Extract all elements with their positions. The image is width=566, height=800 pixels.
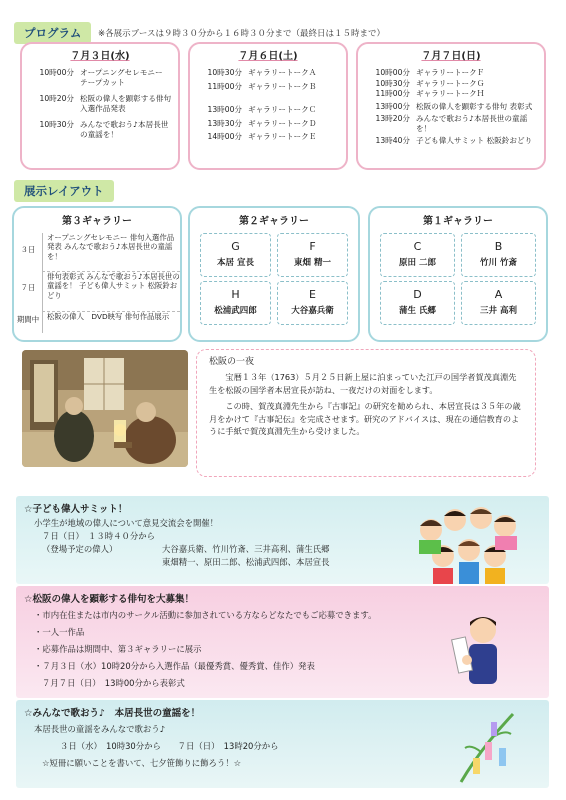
children-illustration: [409, 498, 529, 584]
booth-e: E 大谷嘉兵衛: [277, 281, 348, 325]
event-row: 13時30分 ギャラリートークＤ: [207, 118, 317, 128]
gallery3-row: ３日 オープニングセレモニー 俳句入選作品発表 みんなで歌おう♪本居長世の童謡を！: [14, 233, 180, 271]
event-row: 10時30分 ギャラリートークＧ: [375, 78, 485, 88]
booth-g: G 本居 宣長: [200, 233, 271, 277]
song-line1: 本居長世の童謡をみんなで歌おう♪: [34, 724, 165, 734]
haiku-bullet-3: ・応募作品は期間中、第３ギャラリーに展示: [34, 644, 202, 654]
gallery3-row: ７日 俳句表彰式 みんなで歌おう♪本居長世の童謡を！ 子ども偉人サミット 松阪鈴おどり: [14, 271, 180, 311]
event-row: 10時30分 みんなで歌おう♪本居長世の童謡を！: [39, 120, 169, 139]
booth-h: H 松浦武四郎: [200, 281, 271, 325]
layout-heading: 展示レイアウト: [14, 180, 114, 202]
program-note: ※各展示ブースは９時３０分から１６時３０分まで（最終日は１５時まで）: [98, 29, 385, 39]
haiku-bullet-5: ７月７日（日） 13時00分から表彰式: [42, 678, 185, 688]
booth-a: A 三井 高利: [461, 281, 536, 325]
haiku-title: ☆松阪の偉人を顕彰する俳句を大募集！: [24, 594, 195, 605]
day-title: ７月３日(水): [70, 51, 130, 62]
haiku-bullet-4: ・７月３日（水）10時20分から入選作品（最優秀賞、優秀賞、佳作）発表: [34, 661, 315, 671]
event-row: 13時20分 みんなで歌おう♪本居長世の童謡を！: [375, 114, 528, 133]
gallery-title: 第３ギャラリー: [62, 216, 132, 227]
event-row: 13時00分 ギャラリートークＣ: [207, 105, 317, 114]
gallery3-row: 期間中 松阪の偉人 DVD映写 俳句作品展示: [14, 311, 180, 333]
event-row: 10時20分 松阪の偉人を顕彰する俳句 入選作品発表: [39, 94, 172, 113]
gallery-1: [368, 206, 548, 342]
haiku-section: [16, 586, 549, 698]
gallery-title: 第２ギャラリー: [239, 216, 309, 227]
tanabata-bamboo-icon: [451, 708, 521, 784]
event-row: 13時40分 子ども偉人サミット 松阪鈴おどり: [375, 136, 533, 145]
event-row: 11時00分 ギャラリートークＢ: [207, 81, 317, 91]
song-section: [16, 700, 549, 788]
program-heading: プログラム: [14, 22, 91, 44]
gallery-2: [188, 206, 360, 342]
song-line2: ３日（水） 10時30分から ７日（日） 13時20分から: [60, 741, 279, 751]
kids-cast-row: （登場予定の偉人） 大谷嘉兵衛、竹川竹斎、三井高利、蒲生氏郷: [42, 544, 330, 554]
kids-line1: 小学生が地域の偉人について意見交流会を開催！: [34, 518, 219, 528]
day-card-jul7: [356, 42, 546, 170]
song-title: ☆みんなで歌おう♪ 本居長世の童謡を！: [24, 708, 201, 719]
event-row: 10時00分 ギャラリートークＦ: [375, 68, 485, 77]
booth-d: D 蒲生 氏郷: [380, 281, 455, 325]
booth-b: B 竹川 竹斎: [461, 233, 536, 277]
day-title: ７月６日(土): [238, 51, 298, 62]
song-line3: ☆短冊に願いことを書いて、七夕笹飾りに飾ろう！☆: [42, 758, 242, 768]
gallery-title: 第１ギャラリー: [423, 216, 493, 227]
event-row: 13時00分 松阪の偉人を顕彰する俳句 表彰式: [375, 101, 533, 111]
story-title: 松阪の一夜: [209, 357, 255, 367]
kids-summit-section: [16, 496, 549, 584]
kids-title: ☆子ども偉人サミット！: [24, 504, 128, 515]
booth-f: F 東畑 精一: [277, 233, 348, 277]
haiku-bullet-1: ・市内在住または市内のサークル活動に参加されている方ならどなたでもご応募できます。: [34, 610, 377, 620]
man-with-paper-illustration: [451, 608, 511, 688]
event-row: 10時00分 オープニングセレモニー テープカット: [39, 68, 163, 87]
story-box: [196, 349, 536, 477]
story-paragraph-2: この時、賀茂真淵先生から『古事記』の研究を勧められ、本居宣長は３５年の歳月をかけて『古事記伝』を完成させます。研究のアドバイスは、現在の通信教育のように手紙で賀茂真淵先生から受けました。: [209, 401, 521, 436]
day-card-jul3: [20, 42, 180, 170]
event-row: 10時30分 ギャラリートークＡ: [207, 68, 317, 77]
day-card-jul6: [188, 42, 348, 170]
haiku-bullet-2: ・一人一作品: [34, 627, 85, 637]
event-row: 14時00分 ギャラリートークＥ: [207, 132, 317, 141]
kids-line2: ７日（日） １３時４０分から: [42, 531, 156, 541]
historical-painting: [22, 350, 188, 467]
gallery-3: [12, 206, 182, 342]
booth-c: C 原田 二郎: [380, 233, 455, 277]
kids-cast-row2: 東畑精一、原田二郎、松浦武四郎、本居宣長: [162, 557, 330, 567]
story-paragraph-1: 宝暦１３年（1763）５月２５日新上屋に泊まっていた江戸の国学者賀茂真淵先生を松阪の国学者本居宣長が訪ね、一夜だけの対面をします。: [209, 372, 517, 395]
event-row: 11時00分 ギャラリートークＨ: [375, 89, 485, 98]
day-title: ７月７日(日): [421, 51, 481, 62]
